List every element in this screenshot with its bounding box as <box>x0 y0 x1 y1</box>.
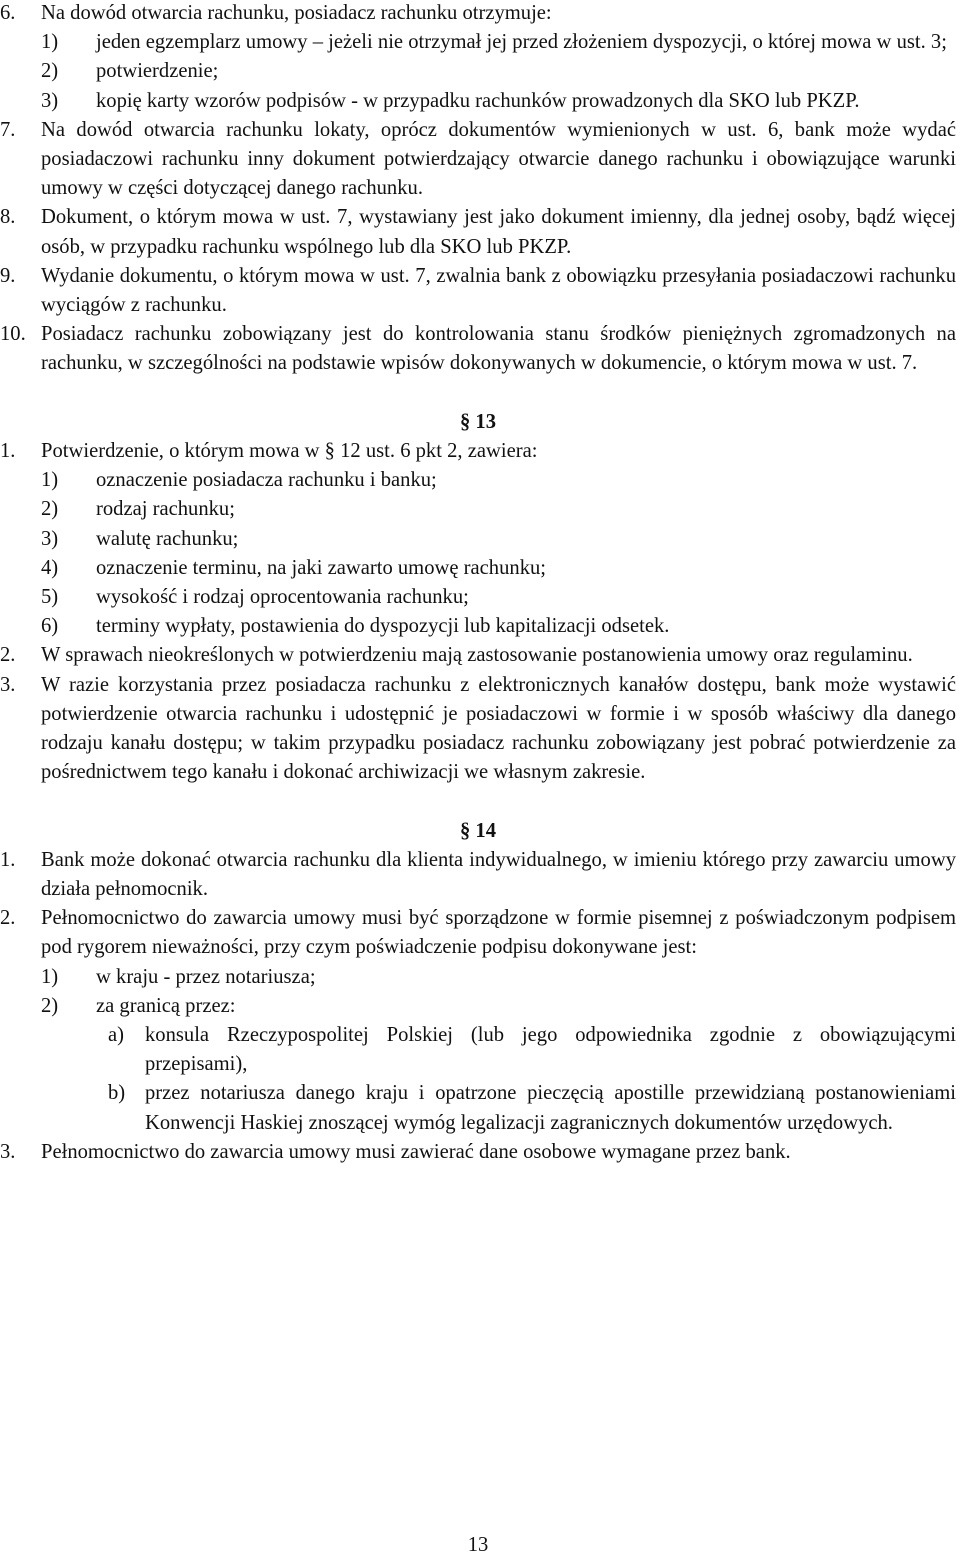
list-number: 1) <box>41 469 59 492</box>
list-item <box>0 992 956 1021</box>
sublist-letter: a) <box>108 1024 124 1047</box>
sublist-text: konsula Rzeczypospolitej Polskiej (lub jego odpowiednika zgodnie z obowiązującymi przepisami), <box>145 1024 956 1076</box>
section-heading-14: § 14 <box>459 819 497 842</box>
spacer <box>0 787 956 816</box>
list-text: jeden egzemplarz umowy – jeżeli nie otrzymał jej przed złożeniem dyspozycji, o której mowa w ust. 3; <box>96 31 947 54</box>
paragraph-14-3 <box>0 1138 956 1167</box>
list-number: 4) <box>41 556 59 579</box>
item-text: Dokument, o którym mowa w ust. 7, wystawiany jest jako dokument imienny, dla jednej osoby, bądź więcej osób, w przypadku rachunku wspólnego lub dla SKO lub PKZP. <box>41 206 956 258</box>
item-number: 1. <box>0 848 16 871</box>
list-number: 6) <box>41 615 59 638</box>
list-number: 1) <box>41 31 59 54</box>
list-item <box>0 87 956 116</box>
list-text: potwierdzenie; <box>96 60 219 83</box>
list-number: 3) <box>41 527 59 550</box>
list-item <box>0 57 956 86</box>
item-number: 1. <box>0 440 16 463</box>
item-text: Posiadacz rachunku zobowiązany jest do kontrolowania stanu środków pieniężnych zgromadzonych na rachunku, w szczególności na podstawie wpisów dokonywanych w dokumencie, o którym mowa w ust. 7. <box>41 323 956 375</box>
list-item <box>0 466 956 495</box>
list-text: za granicą przez: <box>96 994 236 1017</box>
item-number: 7. <box>0 118 16 141</box>
paragraph-13-1 <box>0 437 956 466</box>
paragraph-10 <box>0 320 956 378</box>
sublist-letter: b) <box>108 1082 126 1105</box>
paragraph-9 <box>0 262 956 320</box>
item-text: Wydanie dokumentu, o którym mowa w ust. 7, zwalnia bank z obowiązku przesyłania posiadaczowi rachunku wyciągów z rachunku. <box>41 264 956 317</box>
item-number: 3. <box>0 1140 16 1163</box>
paragraph-13-2 <box>0 641 956 670</box>
item-text: W sprawach nieokreślonych w potwierdzeniu mają zastosowanie postanowienia umowy oraz regulaminu. <box>41 644 913 667</box>
item-number: 3. <box>0 673 16 696</box>
item-number: 9. <box>0 264 16 287</box>
paragraph-14-2 <box>0 904 956 962</box>
list-number: 3) <box>41 89 59 112</box>
list-text: kopię karty wzorów podpisów - w przypadku rachunków prowadzonych dla SKO lub PKZP. <box>96 89 860 112</box>
item-number: 10. <box>0 323 26 346</box>
sublist-item <box>0 1021 956 1079</box>
item-number: 2. <box>0 644 16 667</box>
list-text: w kraju - przez notariusza; <box>96 965 316 988</box>
paragraph-6 <box>0 0 956 28</box>
paragraph-14-1 <box>0 846 956 904</box>
item-number: 2. <box>0 907 16 930</box>
item-text: Na dowód otwarcia rachunku lokaty, oprócz dokumentów wymienionych w ust. 6, bank może wydać posiadaczowi rachunku inny dokument potwierdzający otwarcie danego rachunku i obowiązujące warunki umowy w części dotyczącej danego rachunku. <box>41 118 956 200</box>
list-item <box>0 963 956 992</box>
item-text: Bank może dokonać otwarcia rachunku dla klienta indywidualnego, w imieniu którego przy zawarciu umowy działa pełnomocnik. <box>41 848 956 901</box>
item-text: W razie korzystania przez posiadacza rachunku z elektronicznych kanałów dostępu, bank może wystawić potwierdzenie otwarcia rachunku i udostępnić je posiadaczowi w formie i w sposób właściwy dla danego rodzaju kanału dostępu; w takim przypadku posiadacz rachunku zobowiązany jest pobrać potwierdzenie za pośrednictwem tego kanału i dokonać archiwizacji we własnym zakresie. <box>41 673 956 784</box>
paragraph-13-3 <box>0 671 956 788</box>
item-text: Na dowód otwarcia rachunku, posiadacz rachunku otrzymuje: <box>41 2 552 24</box>
list-item <box>0 495 956 524</box>
list-text: oznaczenie posiadacza rachunku i banku; <box>96 469 437 492</box>
list-number: 2) <box>41 994 59 1017</box>
list-item <box>0 583 956 612</box>
list-text: oznaczenie terminu, na jaki zawarto umowę rachunku; <box>96 556 547 579</box>
sublist-item <box>0 1079 956 1137</box>
list-item <box>0 525 956 554</box>
list-text: terminy wypłaty, postawienia do dyspozycji lub kapitalizacji odsetek. <box>96 615 670 638</box>
list-text: walutę rachunku; <box>96 527 239 550</box>
list-text: rodzaj rachunku; <box>96 498 235 521</box>
sublist-text: przez notariusza danego kraju i opatrzone pieczęcią apostille przewidzianą postanowieniami Konwencji Haskiej znoszącej wymóg legalizacji zagranicznych dokumentów urzędowych. <box>145 1082 956 1134</box>
section-heading-13: § 13 <box>459 410 497 433</box>
item-text: Pełnomocnictwo do zawarcia umowy musi być sporządzone w formie pisemnej z poświadczonym podpisem pod rygorem nieważności, przy czym poświadczenie podpisu dokonywane jest: <box>41 907 956 959</box>
paragraph-7 <box>0 116 956 204</box>
list-item <box>0 554 956 583</box>
item-number: 6. <box>0 2 16 24</box>
list-number: 2) <box>41 60 59 83</box>
item-number: 8. <box>0 206 16 229</box>
paragraph-8 <box>0 203 956 261</box>
list-item <box>0 28 956 57</box>
list-item <box>0 612 956 641</box>
list-number: 5) <box>41 586 59 609</box>
list-text: wysokość i rodzaj oprocentowania rachunku; <box>96 586 469 609</box>
item-text: Pełnomocnictwo do zawarcia umowy musi zawierać dane osobowe wymagane przez bank. <box>41 1140 791 1163</box>
spacer <box>0 379 956 408</box>
list-number: 1) <box>41 965 59 988</box>
page-number: 13 <box>467 1534 489 1556</box>
item-text: Potwierdzenie, o którym mowa w § 12 ust. 6 pkt 2, zawiera: <box>41 440 538 463</box>
list-number: 2) <box>41 498 59 521</box>
